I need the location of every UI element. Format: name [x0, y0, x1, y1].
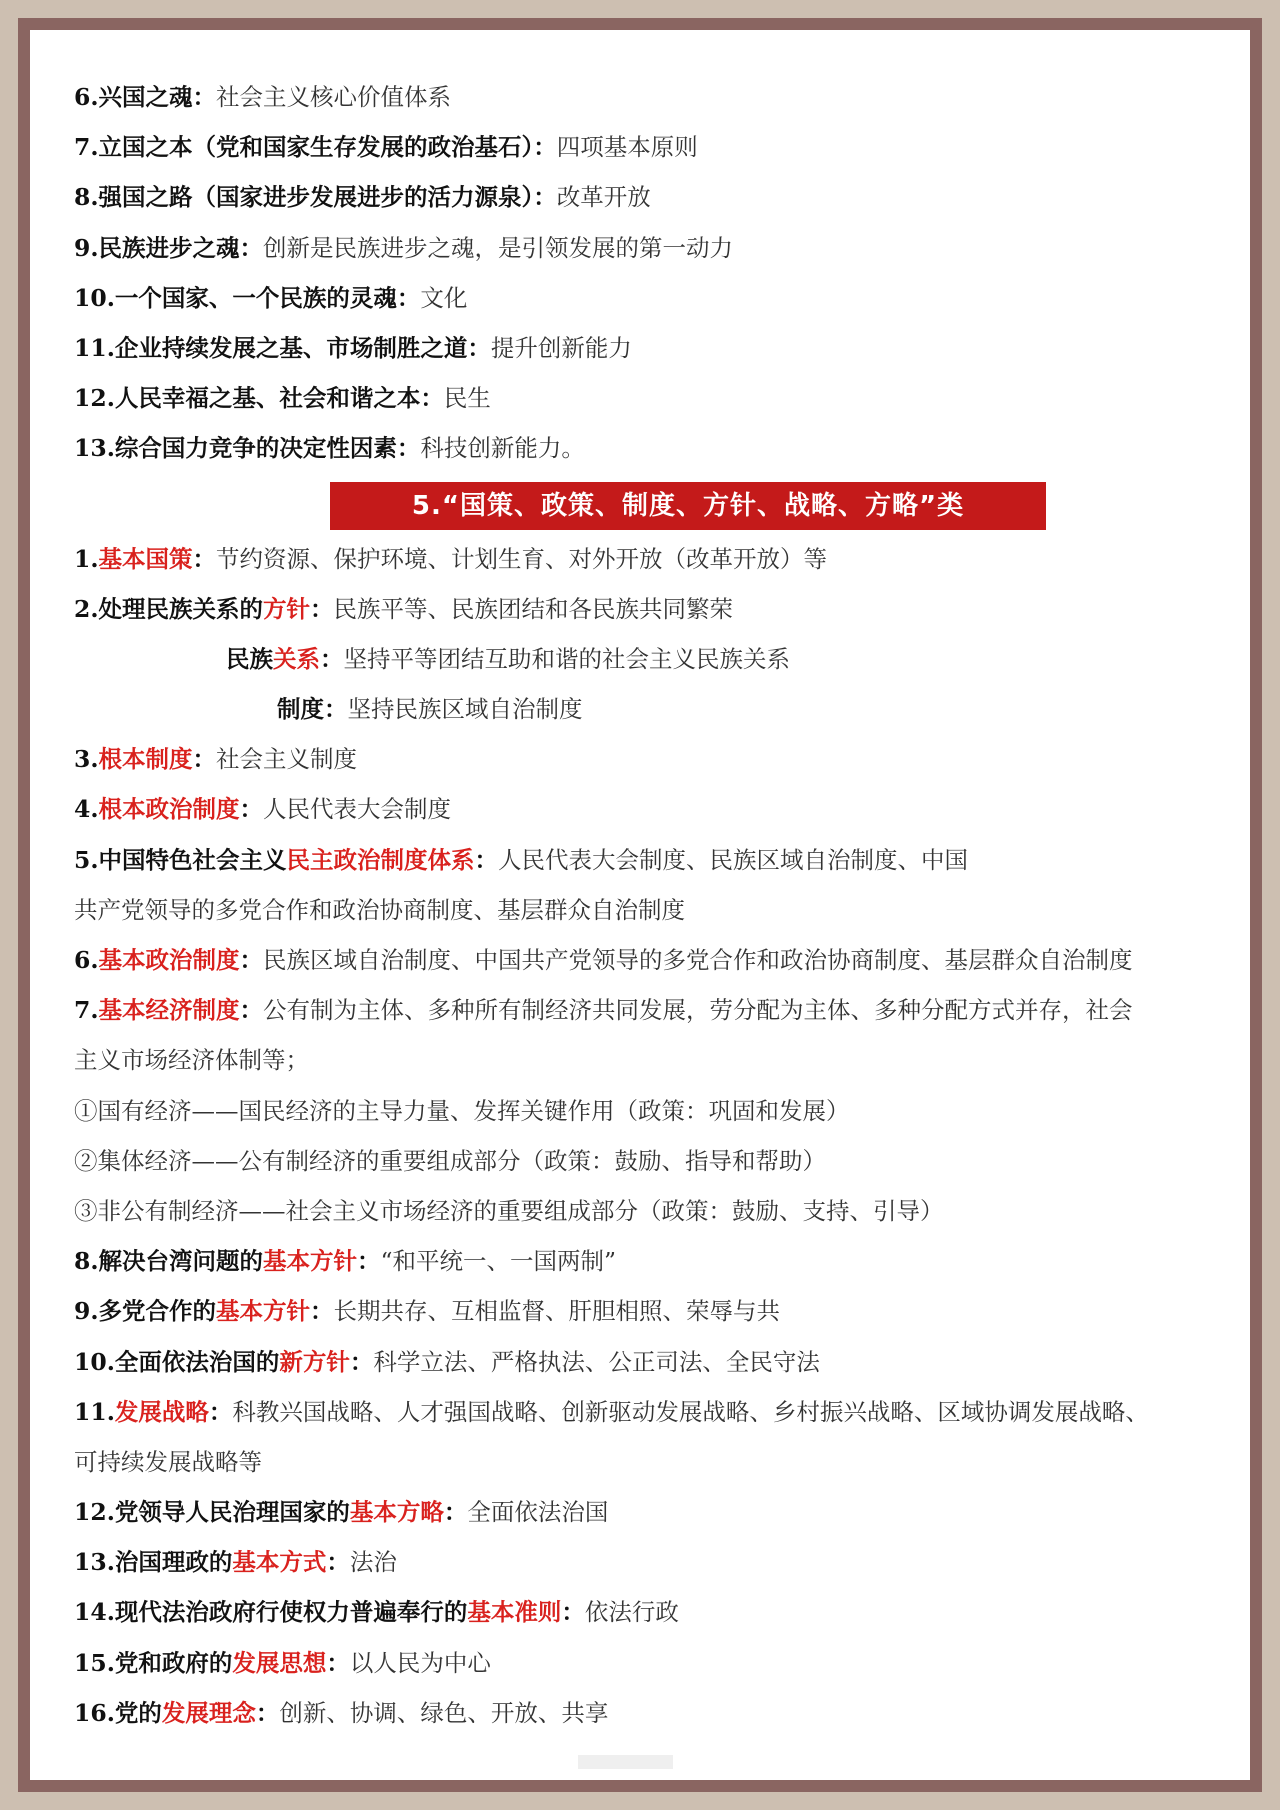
item-5-continued: 共产党领导的多党合作和政治协商制度、基层群众自治制度: [74, 895, 685, 924]
item-2-system: 制度：坚持民族区域自治制度: [277, 695, 583, 724]
prev-item-10: 10.一个国家、一个民族的灵魂：文化: [74, 283, 468, 312]
item-5: 5.中国特色社会主义民主政治制度体系：人民代表大会制度、民族区域自治制度、中国: [74, 845, 969, 874]
item-16: 16.党的发展理念：创新、协调、绿色、开放、共享: [74, 1698, 609, 1727]
item-10: 10.全面依法治国的新方针：科学立法、严格执法、公正司法、全民守法: [74, 1347, 820, 1376]
item-6: 6.基本政治制度：民族区域自治制度、中国共产党领导的多党合作和政治协商制度、基层群众自治制度: [74, 946, 1133, 974]
document-content: [74, 72, 1254, 1738]
economy-collective: ②集体经济——公有制经济的重要组成部分（政策：鼓励、指导和帮助）: [74, 1146, 826, 1175]
document-page: [30, 30, 1250, 1780]
section-heading-row: [74, 474, 1254, 530]
item-7-continued: 主义市场经济体制等；: [74, 1046, 309, 1075]
item-1: 1.基本国策：节约资源、保护环境、计划生育、对外开放（改革开放）等: [74, 544, 828, 573]
prev-item-9: 9.民族进步之魂：创新是民族进步之魂，是引领发展的第一动力: [74, 233, 734, 262]
economy-state: ①国有经济——国民经济的主导力量、发挥关键作用（政策：巩固和发展）: [74, 1096, 850, 1125]
item-15: 15.党和政府的发展思想：以人民为中心: [74, 1648, 491, 1677]
item-11: 11.发展战略：科教兴国战略、人才强国战略、创新驱动发展战略、乡村振兴战略、区域协调发展战略、: [74, 1397, 1149, 1426]
item-4: 4.根本政治制度：人民代表大会制度: [74, 795, 452, 824]
item-7: 7.基本经济制度：公有制为主体、多种所有制经济共同发展，劳分配为主体、多种分配方式并存，社会: [74, 996, 1133, 1025]
prev-item-13: 13.综合国力竞争的决定性因素：科技创新能力。: [74, 434, 585, 463]
item-2: 2.处理民族关系的方针：民族平等、民族团结和各民族共同繁荣: [74, 594, 734, 623]
prev-item-6: 6.兴国之魂：社会主义核心价值体系: [74, 83, 452, 111]
prev-item-8: 8.强国之路（国家进步发展进步的活力源泉）：改革开放: [74, 183, 651, 212]
item-14: 14.现代法治政府行使权力普遍奉行的基本准则：依法行政: [74, 1598, 679, 1627]
item-12: 12.党领导人民治理国家的基本方略：全面依法治国: [74, 1498, 609, 1527]
item-2-relations: 民族关系：坚持平等团结互助和谐的社会主义民族关系: [226, 644, 790, 673]
page-indicator: [578, 1755, 673, 1769]
prev-item-12: 12.人民幸福之基、社会和谐之本：民生: [74, 384, 491, 413]
economy-nonpublic: ③非公有制经济——社会主义市场经济的重要组成部分（政策：鼓励、支持、引导）: [74, 1196, 944, 1225]
item-3: 3.根本制度：社会主义制度: [74, 745, 358, 774]
section-heading: 5.“国策、政策、制度、方针、战略、方略”类: [330, 482, 1046, 530]
prev-item-7: 7.立国之本（党和国家生存发展的政治基石）：四项基本原则: [74, 133, 698, 162]
item-11-continued: 可持续发展战略等: [74, 1447, 262, 1476]
item-9: 9.多党合作的基本方针：长期共存、互相监督、肝胆相照、荣辱与共: [74, 1297, 781, 1326]
item-8: 8.解决台湾问题的基本方针：“和平统一、一国两制”: [74, 1247, 617, 1276]
prev-item-11: 11.企业持续发展之基、市场制胜之道：提升创新能力: [74, 333, 632, 362]
item-13: 13.治国理政的基本方式：法治: [74, 1548, 397, 1577]
